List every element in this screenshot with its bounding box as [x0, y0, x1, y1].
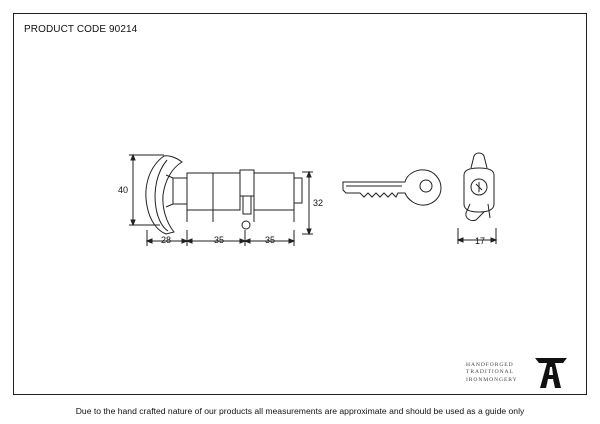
dim-cylinder-height-32: 32 — [313, 198, 324, 208]
dim-body-right-35: 35 — [265, 235, 276, 245]
brand-wordmark — [466, 362, 528, 384]
brand-line-2: TRADITIONAL — [466, 369, 514, 376]
dim-body-left-35: 35 — [214, 235, 225, 245]
dim-height-40: 40 — [118, 185, 129, 195]
thumbturn-end-view — [464, 153, 494, 221]
dim-end-width-17: 17 — [475, 236, 486, 246]
brand-line-1: HANDFORGED — [466, 362, 514, 368]
product-code: PRODUCT CODE 90214 — [24, 24, 138, 35]
key-illustration — [343, 170, 441, 205]
anvil-a-logo-icon — [533, 357, 569, 389]
disclaimer-text: Due to the hand crafted nature of our products all measurements are approximate and should be used as a guide only — [75, 406, 525, 416]
brand-line-3: IRONMONGERY — [466, 376, 518, 383]
dim-thumbturn-28: 28 — [161, 235, 172, 245]
thumbturn-cylinder-side-view — [146, 156, 302, 234]
